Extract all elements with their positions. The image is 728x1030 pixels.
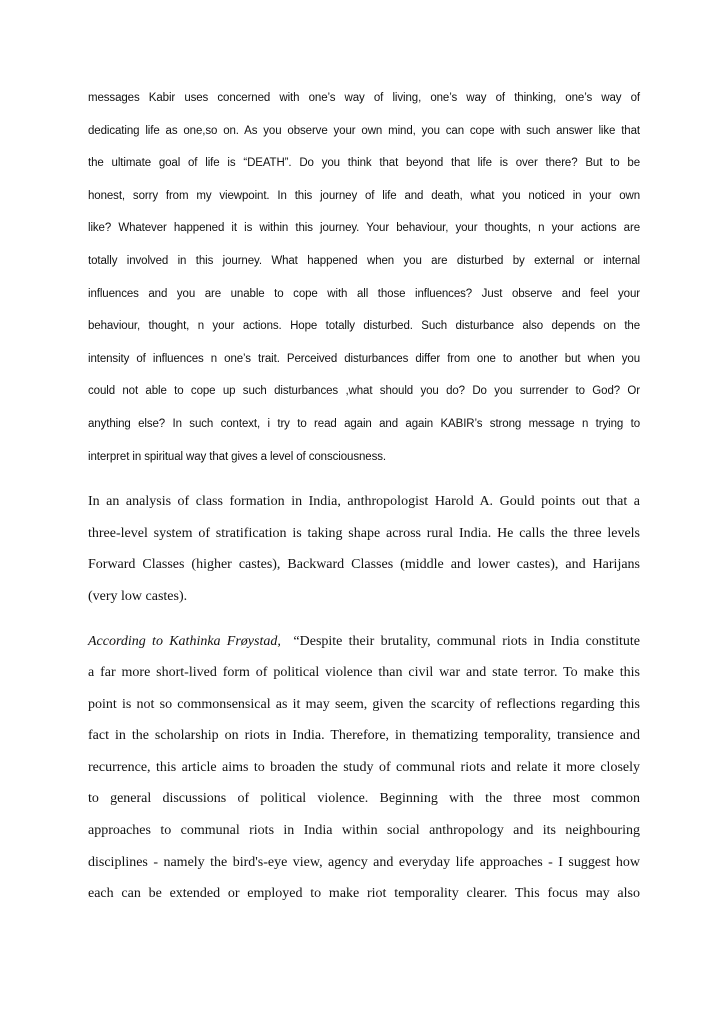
text-line: a far more short-lived form of political violence than civil war and state terror. To make this xyxy=(88,665,640,681)
text-line: each can be extended or employed to make riot temporality clearer. This focus may also xyxy=(88,886,640,902)
text-line: behaviour, thought, n your actions. Hope totally disturbed. Such disturbance also depends on the xyxy=(88,320,640,333)
text-line: point is not so commonsensical as it may seem, given the scarcity of reflections regarding this xyxy=(88,696,640,712)
text-line: anything else? In such context, i try to read again and again KABIR’s strong message n trying to xyxy=(88,417,640,430)
text-line: dedicating life as one,so on. As you observe your own mind, you can cope with such answer like that xyxy=(88,124,640,137)
quote-start: “Despite their brutality, communal riots in India constitute xyxy=(293,633,640,649)
text-line: intensity of influences n one’s trait. Perceived disturbances differ from one to another but when you xyxy=(88,352,640,365)
text-line: Forward Classes (higher castes), Backward Classes (middle and lower castes), and Harijans xyxy=(88,557,640,573)
text-line: the ultimate goal of life is “DEATH”. Do you think that beyond that life is over there? But to be xyxy=(88,157,640,170)
author-attribution: According to Kathinka Frøystad, xyxy=(88,633,281,649)
text-line: interpret in spiritual way that gives a level of consciousness. xyxy=(88,450,386,463)
text-line xyxy=(88,626,640,658)
paragraph-spacer xyxy=(88,473,640,486)
text-line: like? Whatever happened it is within this journey. Your behaviour, your thoughts, n your actions are xyxy=(88,222,640,235)
text-line: In an analysis of class formation in India, anthropologist Harold A. Gould points out that a xyxy=(88,494,640,510)
text-line: disciplines - namely the bird's-eye view, agency and everyday life approaches - I suggest how xyxy=(88,854,640,870)
document-page xyxy=(88,82,640,910)
text-line: recurrence, this article aims to broaden the study of communal riots and relate it more closely xyxy=(88,759,640,775)
text-line: approaches to communal riots in India within social anthropology and its neighbouring xyxy=(88,823,640,839)
text-line: honest, sorry from my viewpoint. In this journey of life and death, what you noticed in your own xyxy=(88,189,640,202)
text-line: influences and you are unable to cope with all those influences? Just observe and feel your xyxy=(88,287,640,300)
paragraph-communal-riots xyxy=(88,626,640,910)
text-line: to general discussions of political violence. Beginning with the three most common xyxy=(88,791,640,807)
paragraph-class-formation xyxy=(88,486,640,612)
text-line: could not able to cope up such disturbances ,what should you do? Do you surrender to God? Or xyxy=(88,385,640,398)
text-line: three-level system of stratification is taking shape across rural India. He calls the three levels xyxy=(88,525,640,541)
paragraph-kabir xyxy=(88,82,640,473)
text-line: totally involved in this journey. What happened when you are disturbed by external or internal xyxy=(88,254,640,267)
paragraph-spacer xyxy=(88,613,640,626)
text-line: fact in the scholarship on riots in India. Therefore, in thematizing temporality, transience and xyxy=(88,728,640,744)
text-line: (very low castes). xyxy=(88,588,188,604)
text-line: messages Kabir uses concerned with one’s way of living, one’s way of thinking, one’s way of xyxy=(88,92,640,104)
